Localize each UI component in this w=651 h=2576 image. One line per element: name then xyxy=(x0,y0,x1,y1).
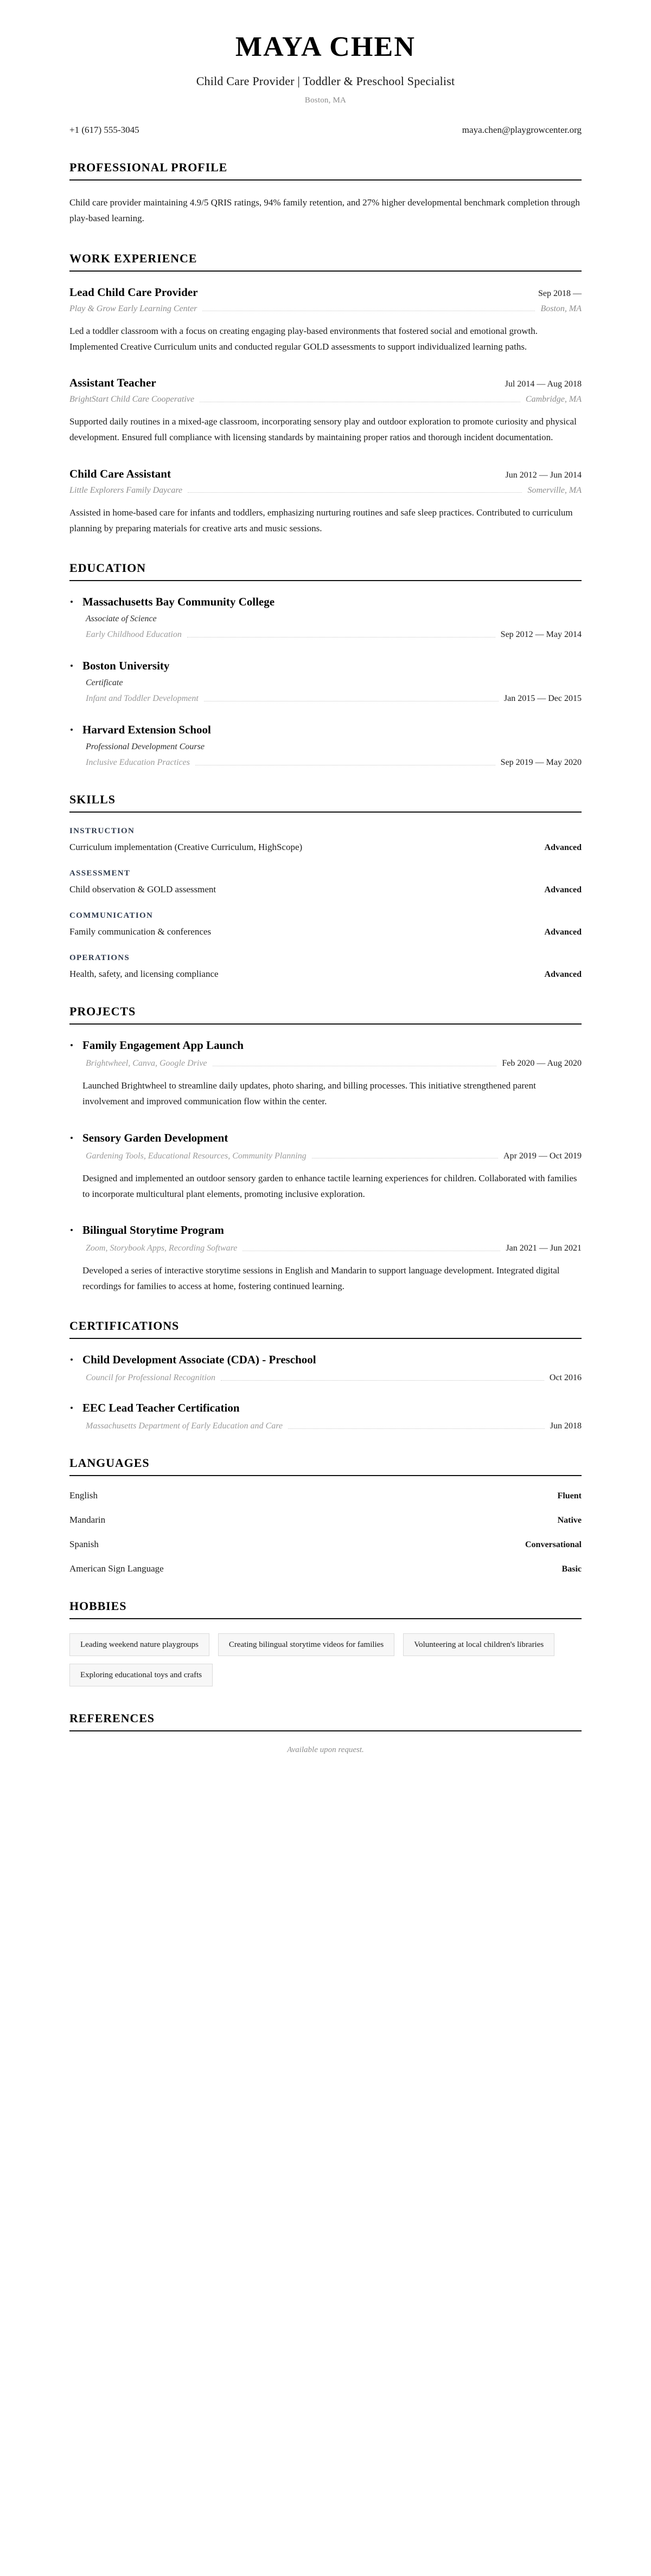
project-meta xyxy=(82,1244,582,1253)
skill-group xyxy=(69,869,582,895)
experience-company: Little Explorers Family Daycare xyxy=(69,485,183,495)
project-name: Bilingual Storytime Program xyxy=(82,1223,224,1237)
experience-header xyxy=(69,467,582,481)
education-item xyxy=(69,723,582,768)
bullet-icon xyxy=(71,665,73,667)
project-item xyxy=(69,1131,582,1202)
project-date: Jan 2021 — Jun 2021 xyxy=(506,1244,582,1253)
section-projects xyxy=(69,1004,582,1294)
bullet-icon xyxy=(71,729,73,731)
skill-group xyxy=(69,911,582,937)
experience-location: Boston, MA xyxy=(540,304,582,313)
language-name: Mandarin xyxy=(69,1515,106,1525)
experience-date: Sep 2018 — xyxy=(538,288,582,298)
section-languages xyxy=(69,1456,582,1574)
education-school: Harvard Extension School xyxy=(82,723,211,737)
education-item xyxy=(69,659,582,704)
experience-description: Assisted in home-based care for infants and toddlers, emphasizing nurturing routines and safe sleep practices. Contributed to curriculum planning by preparing materials for creative arts and music sessions. xyxy=(69,507,573,533)
experience-header xyxy=(69,376,582,390)
certification-meta xyxy=(82,1373,582,1383)
skill-level: Advanced xyxy=(544,928,582,937)
skill-name: Curriculum implementation (Creative Curriculum, HighScope) xyxy=(69,842,303,853)
experience-company: BrightStart Child Care Cooperative xyxy=(69,395,195,404)
bullet-icon xyxy=(71,1044,73,1046)
contact-row xyxy=(69,125,582,136)
project-item xyxy=(69,1223,582,1294)
section-skills xyxy=(69,793,582,980)
experience-item xyxy=(69,467,582,536)
experience-role: Child Care Assistant xyxy=(69,467,171,480)
hobby-chip: Creating bilingual storytime videos for families xyxy=(218,1633,394,1656)
project-meta xyxy=(82,1151,582,1161)
language-row xyxy=(69,1563,582,1574)
bullet-icon xyxy=(71,601,73,603)
project-date: Apr 2019 — Oct 2019 xyxy=(503,1151,582,1161)
section-certifications xyxy=(69,1319,582,1431)
section-title-references: REFERENCES xyxy=(69,1711,582,1731)
certification-issuer: Council for Professional Recognition xyxy=(86,1373,215,1383)
education-meta xyxy=(82,694,582,704)
skill-row xyxy=(69,969,582,980)
contact-phone[interactable]: +1 (617) 555-3045 xyxy=(69,125,139,136)
skill-name: Family communication & conferences xyxy=(69,926,212,937)
contact-email[interactable]: maya.chen@playgrowcenter.org xyxy=(462,125,582,136)
project-name: Sensory Garden Development xyxy=(82,1131,228,1144)
skill-level: Advanced xyxy=(544,970,582,980)
section-title-projects: PROJECTS xyxy=(69,1004,582,1025)
education-meta xyxy=(82,758,582,768)
skill-name: Health, safety, and licensing compliance xyxy=(69,969,219,980)
bullet-icon xyxy=(71,1407,73,1409)
bullet-icon xyxy=(71,1137,73,1139)
experience-subheader xyxy=(69,395,582,404)
section-title-education: EDUCATION xyxy=(69,561,582,581)
education-field: Early Childhood Education xyxy=(86,630,182,640)
project-tools: Zoom, Storybook Apps, Recording Software xyxy=(86,1244,238,1253)
project-tools: Brightwheel, Canva, Google Drive xyxy=(86,1059,207,1068)
project-date: Feb 2020 — Aug 2020 xyxy=(502,1059,582,1068)
education-date: Sep 2019 — May 2020 xyxy=(500,758,582,768)
section-title-skills: SKILLS xyxy=(69,793,582,813)
education-degree: Professional Development Course xyxy=(86,742,205,752)
education-meta xyxy=(82,630,582,640)
candidate-headline: Child Care Provider | Toddler & Preschool Specialist xyxy=(196,74,455,88)
section-work-experience xyxy=(69,252,582,536)
candidate-name: MAYA CHEN xyxy=(235,31,416,62)
experience-location: Somerville, MA xyxy=(527,485,582,495)
section-title-profile: PROFESSIONAL PROFILE xyxy=(69,160,582,181)
section-title-certifications: CERTIFICATIONS xyxy=(69,1319,582,1339)
skill-row xyxy=(69,884,582,895)
language-name: Spanish xyxy=(69,1539,99,1550)
certification-name: Child Development Associate (CDA) - Preschool xyxy=(82,1353,316,1367)
experience-company: Play & Grow Early Learning Center xyxy=(69,304,197,313)
education-date: Sep 2012 — May 2014 xyxy=(500,630,582,640)
skill-level: Advanced xyxy=(544,843,582,853)
experience-item xyxy=(69,376,582,445)
dot-leader xyxy=(221,1380,544,1381)
project-description: Designed and implemented an outdoor sensory garden to enhance tactile learning experiences for children. Collaborated with families to incorporate multicultural plant elements, promoting inclusive exploration. xyxy=(82,1173,577,1199)
language-row xyxy=(69,1490,582,1501)
section-title-hobbies: HOBBIES xyxy=(69,1599,582,1619)
certification-date: Jun 2018 xyxy=(550,1421,582,1431)
education-degree: Certificate xyxy=(86,678,123,688)
section-title-experience: WORK EXPERIENCE xyxy=(69,252,582,272)
bullet-icon xyxy=(71,1229,73,1231)
resume-header xyxy=(69,31,582,105)
references-note: Available upon request. xyxy=(287,1746,364,1755)
experience-header xyxy=(69,286,582,299)
experience-subheader xyxy=(69,304,582,314)
certification-item xyxy=(69,1401,582,1431)
project-tools: Gardening Tools, Educational Resources, Community Planning xyxy=(86,1151,307,1161)
hobby-list xyxy=(69,1633,582,1686)
profile-summary: Child care provider maintaining 4.9/5 QRIS ratings, 94% family retention, and 27% higher developmental benchmark completion through play-based learning. xyxy=(69,197,580,224)
experience-description: Led a toddler classroom with a focus on creating engaging play-based environments that fostered social and emotional growth. Implemented Creative Curriculum units and conducted regular GOLD assessments to support individualized learning paths. xyxy=(69,325,538,352)
certification-name: EEC Lead Teacher Certification xyxy=(82,1401,240,1415)
language-level: Fluent xyxy=(557,1491,582,1501)
skill-category: COMMUNICATION xyxy=(69,911,154,920)
education-field: Infant and Toddler Development xyxy=(86,694,199,704)
hobby-chip: Volunteering at local children's libraries xyxy=(403,1633,554,1656)
candidate-location: Boston, MA xyxy=(304,96,347,105)
section-title-languages: LANGUAGES xyxy=(69,1456,582,1476)
project-item xyxy=(69,1039,582,1109)
experience-description: Supported daily routines in a mixed-age classroom, incorporating sensory play and outdoor exploration to promote curiosity and physical development. Ensured full compliance with licensing standards by maintaining proper ratios and thorough incident documentation. xyxy=(69,416,577,443)
hobby-chip: Exploring educational toys and crafts xyxy=(69,1664,213,1686)
experience-subheader xyxy=(69,486,582,495)
skill-category: INSTRUCTION xyxy=(69,827,135,836)
dot-leader xyxy=(288,1428,545,1429)
experience-location: Cambridge, MA xyxy=(525,395,582,404)
language-level: Conversational xyxy=(525,1540,582,1550)
education-school: Boston University xyxy=(82,659,170,673)
certification-issuer: Massachusetts Department of Early Education and Care xyxy=(86,1421,283,1431)
experience-role: Lead Child Care Provider xyxy=(69,285,198,299)
language-row xyxy=(69,1515,582,1525)
language-row xyxy=(69,1539,582,1550)
project-description: Launched Brightwheel to streamline daily updates, photo sharing, and billing processes. This initiative strengthened parent involvement and improved communication flow within the center. xyxy=(82,1080,536,1107)
skill-name: Child observation & GOLD assessment xyxy=(69,884,216,895)
education-school: Massachusetts Bay Community College xyxy=(82,595,275,609)
skill-row xyxy=(69,842,582,853)
section-education xyxy=(69,561,582,768)
experience-date: Jun 2012 — Jun 2014 xyxy=(505,470,582,480)
project-name: Family Engagement App Launch xyxy=(82,1039,244,1052)
education-field: Inclusive Education Practices xyxy=(86,758,190,768)
experience-item xyxy=(69,286,582,355)
project-description: Developed a series of interactive storytime sessions in English and Mandarin to support language development. Integrated digital recordings for families to access at home, fostering continued learning. xyxy=(82,1265,560,1292)
dot-leader xyxy=(188,492,522,493)
skill-level: Advanced xyxy=(544,885,582,895)
skill-category: OPERATIONS xyxy=(69,954,130,963)
language-name: English xyxy=(69,1490,98,1501)
education-degree: Associate of Science xyxy=(86,614,157,624)
skill-category: ASSESSMENT xyxy=(69,869,131,878)
education-item xyxy=(69,595,582,640)
certification-item xyxy=(69,1353,582,1383)
section-references xyxy=(69,1711,582,1755)
certification-date: Oct 2016 xyxy=(549,1373,582,1383)
skill-group xyxy=(69,954,582,980)
section-professional-profile xyxy=(69,160,582,226)
project-meta xyxy=(82,1059,582,1068)
bullet-icon xyxy=(71,1358,73,1361)
section-hobbies xyxy=(69,1599,582,1686)
experience-date: Jul 2014 — Aug 2018 xyxy=(505,379,582,389)
skill-row xyxy=(69,926,582,937)
education-date: Jan 2015 — Dec 2015 xyxy=(503,694,582,704)
hobby-chip: Leading weekend nature playgroups xyxy=(69,1633,209,1656)
certification-meta xyxy=(82,1421,582,1431)
language-level: Native xyxy=(557,1516,582,1525)
language-level: Basic xyxy=(561,1564,582,1574)
experience-role: Assistant Teacher xyxy=(69,376,156,390)
language-name: American Sign Language xyxy=(69,1563,164,1574)
skill-group xyxy=(69,827,582,853)
